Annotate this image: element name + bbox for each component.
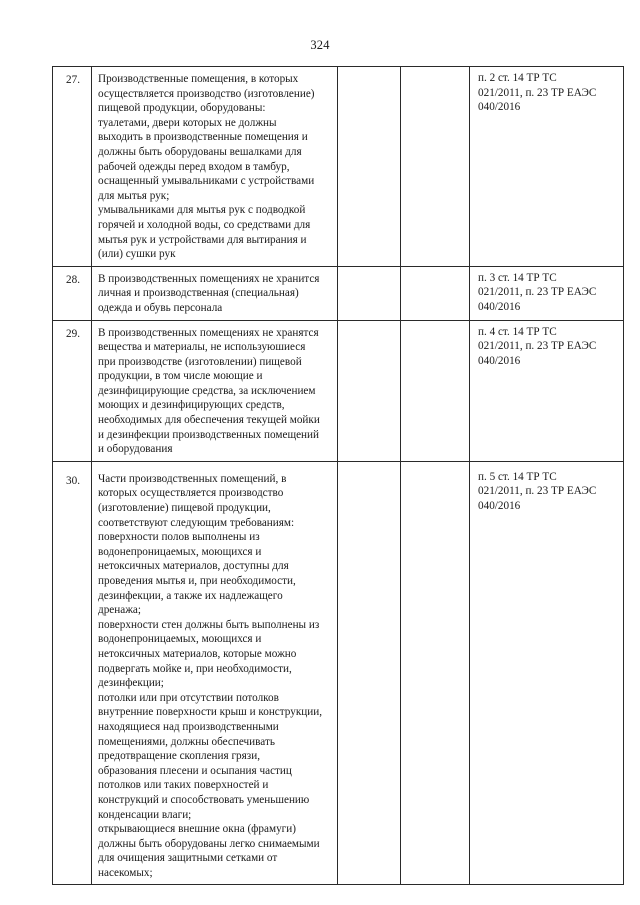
answer-cell-a: [338, 320, 401, 461]
table-row: [53, 67, 624, 267]
row-number: 27.: [66, 74, 80, 86]
answer-cell-a: [338, 67, 401, 267]
requirement-text: Производственные помещения, в которых осуществляется производство (изготовление) пищевой продукции, оборудованы: туалетами, двери которых не должны выходить в производственные помещения и должны быть оборудованы вешалками для рабочей одежды перед входом в тамбур, оснащенный умывальниками с устройствами для мытья рук; умывальниками для мытья рук с подводкой горячей и холодной воды, со средствами для мытья рук и устройствами для вытирания и (или) сушки рук: [98, 73, 315, 261]
row-number-cell: [53, 67, 92, 267]
table-row: [53, 266, 624, 320]
row-number: 29.: [66, 327, 80, 340]
page-number: 324: [310, 38, 330, 52]
answer-cell-a: [338, 461, 401, 885]
table-row: [53, 320, 624, 461]
requirement-cell: [92, 461, 338, 885]
row-number-cell: [53, 461, 92, 885]
reference-cell: [470, 67, 624, 267]
reference-cell: [470, 461, 624, 885]
requirement-text: В производственных помещениях не хранятся вещества и материалы, не используюшиеся при производстве (изготовлении) пищевой продукции, в том числе моющие и дезинфицирующие средства, за исключением моющих и дезинфицирующих средств, необходимых для обеспечения текущей мойки и дезинфекции производственных помещений и оборудования: [98, 326, 320, 456]
row-number-cell: [53, 266, 92, 320]
reference-text: п. 3 ст. 14 ТР ТС 021/2011, п. 23 ТР ЕАЭС 040/2016: [478, 271, 597, 313]
reference-cell: [470, 266, 624, 320]
answer-cell-b: [401, 461, 470, 885]
reference-text: п. 5 ст. 14 ТР ТС 021/2011, п. 23 ТР ЕАЭС 040/2016: [478, 470, 597, 513]
answer-cell-b: [401, 266, 470, 320]
row-number-cell: [53, 320, 92, 461]
requirement-cell: [92, 266, 338, 320]
answer-cell-b: [401, 320, 470, 461]
requirement-cell: [92, 320, 338, 461]
answer-cell-a: [338, 266, 401, 320]
requirement-text: Части производственных помещений, в которых осуществляется производство (изготовление) пищевой продукции, соответствуют следующим требованиям: поверхности полов выполнены из водонепроницаемых, моющихся и нетоксичных материалов, доступны для проведения мытья и, при необходимости, дезинфекции, а также их надлежащего дренажа; поверхности стен должны быть выполнены из водонепроницаемых, моющихся и нетоксичных материалов, которые можно подвергать мойке и, при необходимости, дезинфекции; потолки или при отсутствии потолков внутренние поверхности крыш и конструкции, находящиеся над производственными помещениями, должны обеспечивать предотвращение скопления грязи, образования плесени и осыпания частиц потолков или таких поверхностей и конструкций и способствовать уменьшению конденсации влаги; открывающиеся внешние окна (фрамуги) должны быть оборудованы легко снимаемыми для очищения защитными сетками от насекомых;: [98, 472, 323, 879]
answer-cell-b: [401, 67, 470, 267]
table-row: [53, 461, 624, 885]
row-number: 30.: [66, 474, 80, 487]
row-number: 28.: [66, 273, 80, 286]
reference-text: п. 2 ст. 14 ТР ТС 021/2011, п. 23 ТР ЕАЭС 040/2016: [478, 72, 597, 114]
requirement-text: В производственных помещениях не хранится личная и производственная (специальная) одежда и обувь персонала: [98, 272, 320, 314]
reference-cell: [470, 320, 624, 461]
requirement-cell: [92, 67, 338, 267]
reference-text: п. 4 ст. 14 ТР ТС 021/2011, п. 23 ТР ЕАЭС 040/2016: [478, 325, 597, 367]
requirements-table: [52, 66, 624, 885]
